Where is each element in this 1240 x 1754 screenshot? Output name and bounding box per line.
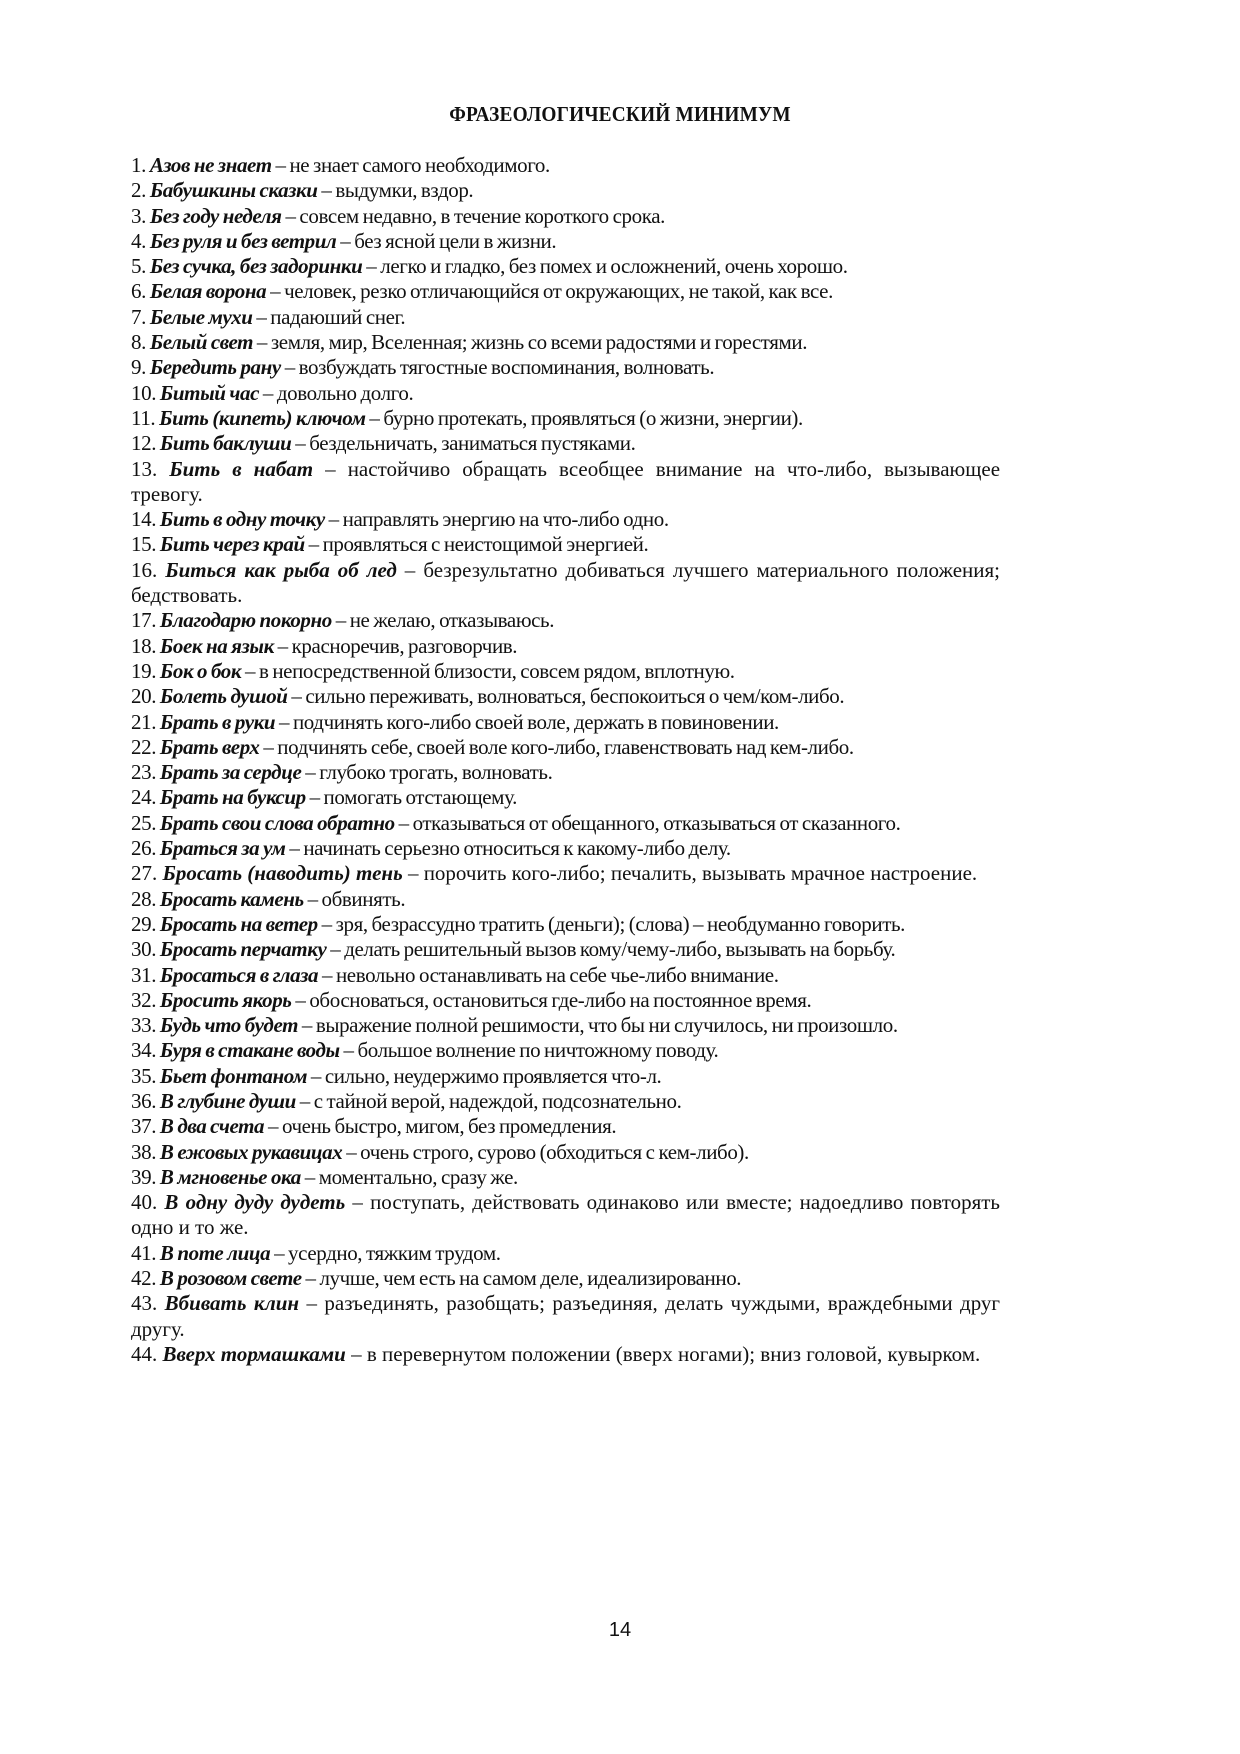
item-number: 25. xyxy=(131,810,157,835)
item-number: 30. xyxy=(131,937,157,962)
item-number: 7. xyxy=(131,304,146,329)
list-item xyxy=(131,634,1000,659)
item-number: 16. xyxy=(131,557,158,582)
idiom-definition: возбуждать тягостные воспоминания, волновать. xyxy=(298,355,715,380)
item-number: 14. xyxy=(131,507,157,532)
list-item xyxy=(131,254,1000,279)
idiom-definition: подчинять себе, своей воле кого-либо, главенствовать над кем-либо. xyxy=(277,734,854,759)
idiom-term: Будь что будет xyxy=(159,1013,299,1038)
idiom-definition: проявляться с неистощимой энергией. xyxy=(322,532,649,557)
list-item xyxy=(131,1089,1000,1114)
idiom-term: В мгновенье ока xyxy=(159,1164,301,1189)
item-number: 24. xyxy=(131,785,157,810)
idiom-definition: человек, резко отличающийся от окружающих, не такой, как все. xyxy=(284,279,833,304)
list-item xyxy=(131,1291,1000,1342)
idiom-definition: очень быстро, мигом, без промедления. xyxy=(281,1114,617,1139)
item-number: 11. xyxy=(131,405,156,430)
item-number: 32. xyxy=(131,987,157,1012)
list-item xyxy=(131,279,1000,304)
idiom-definition: очень строго, сурово (обходиться с кем-либо). xyxy=(360,1139,749,1164)
dash-separator: – xyxy=(301,760,320,785)
idiom-term: Азов не знает xyxy=(149,153,272,177)
idiom-definition: направлять энергию на что-либо одно. xyxy=(342,507,669,532)
dash-separator: – xyxy=(303,886,322,911)
idiom-term: В поте лица xyxy=(159,1240,271,1265)
dash-separator: – xyxy=(402,861,424,886)
idiom-term: Брать за сердце xyxy=(159,760,302,785)
list-item xyxy=(131,1165,1000,1190)
dash-separator: – xyxy=(299,1291,325,1316)
idiom-term: Белый свет xyxy=(149,330,254,355)
dash-separator: – xyxy=(273,633,292,658)
item-number: 28. xyxy=(131,886,157,911)
dash-separator: – xyxy=(342,1139,361,1164)
idiom-term: Бить в одну точку xyxy=(159,507,325,532)
item-number: 38. xyxy=(131,1139,157,1164)
idiom-definition: красноречив, разговорчив. xyxy=(291,633,518,658)
dash-separator: – xyxy=(307,1063,325,1088)
dash-separator: – xyxy=(300,1164,319,1189)
idiom-definition: без ясной цели в жизни. xyxy=(354,228,557,253)
dash-separator: – xyxy=(318,962,336,987)
idiom-term: Биться как рыба об лед xyxy=(165,557,397,582)
list-item xyxy=(131,811,1000,836)
item-number: 41. xyxy=(131,1240,157,1265)
list-item xyxy=(131,659,1000,684)
list-item xyxy=(131,710,1000,735)
item-number: 39. xyxy=(131,1164,157,1189)
list-item xyxy=(131,1266,1000,1291)
item-number: 4. xyxy=(131,228,146,253)
idiom-definition: невольно останавливать на себе чье-либо внимание. xyxy=(335,962,779,987)
list-item xyxy=(131,1342,1000,1367)
idiom-definition: довольно долго. xyxy=(276,380,414,405)
idiom-definition: не знает самого необходимого. xyxy=(289,153,550,177)
item-number: 22. xyxy=(131,734,157,759)
idiom-term: Боек на язык xyxy=(159,633,274,658)
dash-separator: – xyxy=(253,330,271,355)
list-item xyxy=(131,507,1000,532)
item-number: 3. xyxy=(131,203,146,228)
item-number: 1. xyxy=(131,153,146,177)
idiom-definition: легко и гладко, без помех и осложнений, очень хорошо. xyxy=(380,254,848,279)
dash-separator: – xyxy=(266,279,285,304)
item-number: 35. xyxy=(131,1063,157,1088)
item-number: 43. xyxy=(131,1291,158,1316)
item-number: 15. xyxy=(131,532,157,557)
list-item xyxy=(131,1140,1000,1165)
dash-separator: – xyxy=(271,153,290,177)
item-number: 18. xyxy=(131,633,157,658)
dash-separator: – xyxy=(281,203,300,228)
dash-separator: – xyxy=(295,1088,314,1113)
list-item xyxy=(131,836,1000,861)
idiom-term: Белая ворона xyxy=(149,279,267,304)
item-number: 34. xyxy=(131,1038,157,1063)
item-number: 10. xyxy=(131,380,157,405)
list-item xyxy=(131,684,1000,709)
idiom-definition: разъединять, разобщать; разъединяя, делать чуждыми, враждебными друг другу. xyxy=(131,1291,1001,1341)
dash-separator: – xyxy=(339,1038,358,1063)
idiom-term: Бросать камень xyxy=(159,886,304,911)
idiom-term: Вверх тормашками xyxy=(162,1341,346,1366)
idiom-definition: обосноваться, остановиться где-либо на постоянное время. xyxy=(309,987,812,1012)
idiom-definition: лучше, чем есть на самом деле, идеализированно. xyxy=(319,1266,742,1291)
idiom-term: Буря в стакане воды xyxy=(159,1038,340,1063)
item-number: 31. xyxy=(131,962,157,987)
dash-separator: – xyxy=(270,1240,289,1265)
idiom-term: В розовом свете xyxy=(159,1266,302,1291)
list-item xyxy=(131,735,1000,760)
list-item xyxy=(131,963,1000,988)
item-number: 23. xyxy=(131,760,157,785)
list-item xyxy=(131,608,1000,633)
list-item xyxy=(131,431,1000,456)
list-item xyxy=(131,1064,1000,1089)
idiom-term: Битый час xyxy=(159,380,260,405)
dash-separator: – xyxy=(287,684,306,709)
dash-separator: – xyxy=(324,507,343,532)
idiom-term: Болеть душой xyxy=(159,684,288,709)
idiom-term: В глубине души xyxy=(159,1088,296,1113)
idiom-definition: усердно, тяжким трудом. xyxy=(288,1240,501,1265)
idiom-definition: не желаю, отказываюсь. xyxy=(349,608,555,633)
dash-separator: – xyxy=(305,785,324,810)
list-item xyxy=(131,1038,1000,1063)
dash-separator: – xyxy=(326,937,345,962)
idiom-term: Благодарю покорно xyxy=(159,608,332,633)
list-item xyxy=(131,558,1000,609)
dash-separator: – xyxy=(396,557,424,582)
dash-separator: – xyxy=(264,1114,282,1139)
list-item xyxy=(131,912,1000,937)
idiom-term: Бросать перчатку xyxy=(159,937,327,962)
dash-separator: – xyxy=(241,658,259,683)
idiom-definition: делать решительный вызов кому/чему-либо, вызывать на борьбу. xyxy=(344,937,896,962)
item-number: 9. xyxy=(131,355,146,380)
idiom-definition: моментально, сразу же. xyxy=(318,1164,518,1189)
idiom-definition: отказываться от обещанного, отказываться от сказанного. xyxy=(412,810,901,835)
idiom-term: Бок о бок xyxy=(159,658,242,683)
idiom-definition: падаюший снег. xyxy=(270,304,406,329)
page-number: 14 xyxy=(608,1619,632,1641)
list-item xyxy=(131,887,1000,912)
idiom-term: В ежовых рукавицах xyxy=(159,1139,343,1164)
idiom-definition: подчинять кого-либо своей воле, держать в повиновении. xyxy=(292,709,779,734)
idiom-term: Без руля и без ветрил xyxy=(149,228,337,253)
dash-separator: – xyxy=(394,810,413,835)
idiom-definition: совсем недавно, в течение короткого срока. xyxy=(299,203,665,228)
idiom-term: Бить через край xyxy=(159,532,305,557)
item-number: 5. xyxy=(131,254,146,279)
item-number: 8. xyxy=(131,330,146,355)
idiom-term: Брать в руки xyxy=(159,709,276,734)
dash-separator: – xyxy=(362,254,381,279)
dash-separator: – xyxy=(301,1266,320,1291)
item-number: 42. xyxy=(131,1266,157,1291)
item-number: 2. xyxy=(131,178,146,203)
idiom-definition: в непосредственной близости, совсем рядом, вплотную. xyxy=(258,658,735,683)
dash-separator: – xyxy=(259,380,277,405)
dash-separator: – xyxy=(291,431,310,456)
item-number: 13. xyxy=(131,456,158,481)
idiom-definition: порочить кого-либо; печалить, вызывать мрачное настроение. xyxy=(423,861,978,886)
dash-separator: – xyxy=(336,228,355,253)
idiom-definition: выдумки, вздор. xyxy=(335,178,474,203)
page-title: ФРАЗЕОЛОГИЧЕСКИЙ МИНИМУМ xyxy=(449,102,791,126)
list-item xyxy=(131,861,1000,886)
idiom-term: Вбивать клин xyxy=(164,1291,300,1316)
idiom-definition: сильно, неудержимо проявляется что-л. xyxy=(324,1063,662,1088)
item-number: 20. xyxy=(131,684,157,709)
dash-separator: – xyxy=(285,836,304,861)
dash-separator: – xyxy=(365,405,384,430)
item-number: 21. xyxy=(131,709,157,734)
idiom-term: Брать верх xyxy=(159,734,260,759)
list-item xyxy=(131,532,1000,557)
item-number: 33. xyxy=(131,1013,157,1038)
item-number: 12. xyxy=(131,431,157,456)
list-item xyxy=(131,330,1000,355)
item-number: 26. xyxy=(131,836,157,861)
dash-separator: – xyxy=(252,304,271,329)
idiom-term: Бросить якорь xyxy=(159,987,292,1012)
list-item xyxy=(131,785,1000,810)
idiom-definition: в перевернутом положении (вверх ногами); вниз головой, кувырком. xyxy=(366,1341,981,1366)
list-item xyxy=(131,1190,1000,1241)
list-item xyxy=(131,204,1000,229)
item-number: 17. xyxy=(131,608,157,633)
idiom-term: Бить в набат xyxy=(169,456,314,481)
idiom-term: Белые мухи xyxy=(149,304,253,329)
idiom-definition: глубоко трогать, волновать. xyxy=(319,760,553,785)
idiom-term: В одну дуду дудеть xyxy=(164,1190,346,1215)
item-number: 40. xyxy=(131,1190,158,1215)
item-number: 29. xyxy=(131,911,157,936)
idiom-definition: выражение полной решимости, что бы ни случилось, ни произошло. xyxy=(315,1013,898,1038)
item-number: 36. xyxy=(131,1088,157,1113)
dash-separator: – xyxy=(275,709,293,734)
idiom-term: Бросаться в глаза xyxy=(159,962,319,987)
dash-separator: – xyxy=(291,987,310,1012)
item-number: 27. xyxy=(131,861,158,886)
idiom-definition: настойчиво обращать всеобщее внимание на что-либо, вызывающее тревогу. xyxy=(131,456,1001,506)
list-item xyxy=(131,355,1000,380)
idiom-definition: большое волнение по ничтожному поводу. xyxy=(357,1038,719,1063)
idiom-term: Брать на буксир xyxy=(159,785,306,810)
dash-separator: – xyxy=(280,355,299,380)
list-item xyxy=(131,406,1000,431)
dash-separator: – xyxy=(259,734,278,759)
item-number: 37. xyxy=(131,1114,157,1139)
list-item xyxy=(131,760,1000,785)
idiom-term: Бросать (наводить) тень xyxy=(162,861,403,886)
idiom-term: Бабушкины сказки xyxy=(149,178,318,203)
idiom-term: Брать свои слова обратно xyxy=(159,810,395,835)
idiom-definition: сильно переживать, волноваться, беспокоиться о чем/ком-либо. xyxy=(305,684,845,709)
phraseology-list xyxy=(131,153,1000,1367)
item-number: 44. xyxy=(131,1341,158,1366)
idiom-definition: обвинять. xyxy=(321,886,406,911)
dash-separator: – xyxy=(345,1341,367,1366)
item-number: 6. xyxy=(131,279,146,304)
list-item xyxy=(131,988,1000,1013)
list-item xyxy=(131,1013,1000,1038)
dash-separator: – xyxy=(304,532,323,557)
idiom-definition: бездельничать, заниматься пустяками. xyxy=(309,431,636,456)
idiom-term: Без сучка, без задоринки xyxy=(149,254,363,279)
dash-separator: – xyxy=(317,178,336,203)
idiom-definition: поступать, действовать одинаково или вместе; надоедливо повторять одно и то же. xyxy=(131,1190,1001,1240)
list-item xyxy=(131,305,1000,330)
list-item xyxy=(131,457,1000,508)
dash-separator: – xyxy=(317,911,336,936)
idiom-definition: начинать серьезно относиться к какому-либо делу. xyxy=(303,836,731,861)
idiom-definition: бурно протекать, проявляться (о жизни, энергии). xyxy=(383,405,803,430)
idiom-definition: зря, безрассудно тратить (деньги); (слова) – необдуманно говорить. xyxy=(335,911,906,936)
idiom-term: Бить (кипеть) ключом xyxy=(159,405,366,430)
list-item xyxy=(131,1241,1000,1266)
idiom-definition: помогать отстающему. xyxy=(323,785,517,810)
idiom-term: Бередить рану xyxy=(149,355,281,380)
idiom-term: Бросать на ветер xyxy=(159,911,318,936)
idiom-term: В два счета xyxy=(159,1114,265,1139)
list-item xyxy=(131,178,1000,203)
dash-separator: – xyxy=(313,456,348,481)
list-item xyxy=(131,381,1000,406)
idiom-definition: безрезультатно добиваться лучшего материального положения; бедствовать. xyxy=(131,557,1001,608)
list-item xyxy=(131,153,1000,178)
idiom-term: Браться за ум xyxy=(159,836,286,861)
idiom-term: Бить баклуши xyxy=(159,431,292,456)
idiom-definition: с тайной верой, надеждой, подсознательно. xyxy=(313,1088,682,1113)
dash-separator: – xyxy=(345,1190,371,1215)
list-item xyxy=(131,937,1000,962)
list-item xyxy=(131,1114,1000,1139)
idiom-term: Бьет фонтаном xyxy=(159,1063,308,1088)
dash-separator: – xyxy=(331,608,350,633)
dash-separator: – xyxy=(298,1013,316,1038)
list-item xyxy=(131,229,1000,254)
idiom-definition: земля, мир, Вселенная; жизнь со всеми радостями и горестями. xyxy=(270,330,808,355)
idiom-term: Без году неделя xyxy=(149,203,282,228)
item-number: 19. xyxy=(131,658,157,683)
